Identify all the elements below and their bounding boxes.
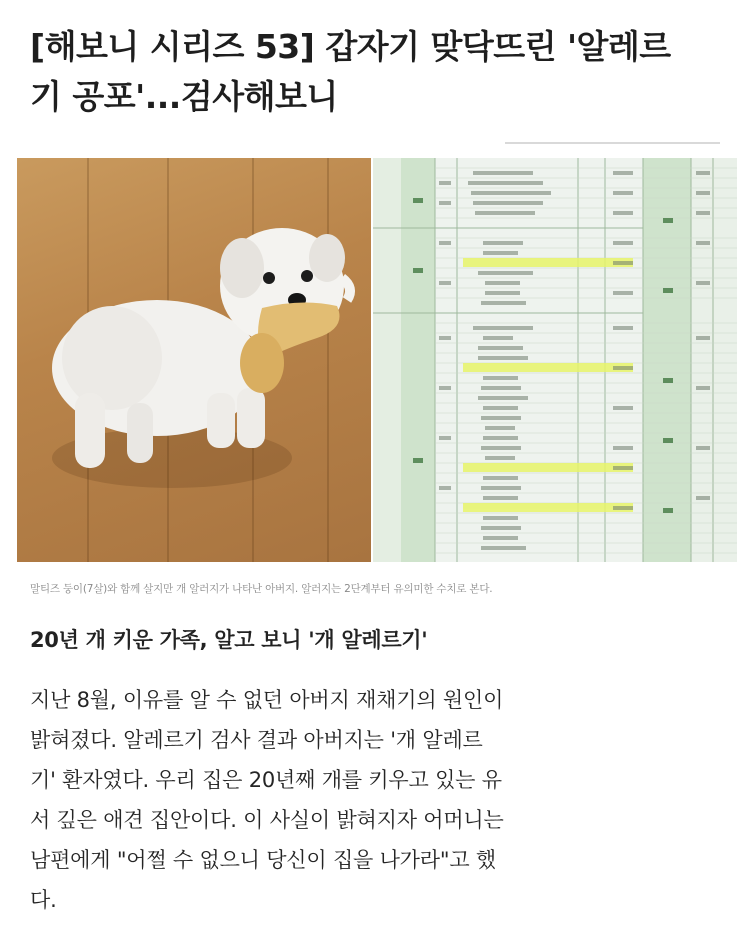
body-line: 서 깊은 애견 집안이다. 이 사실이 밝혀지자 어머니는 xyxy=(30,808,504,832)
image-caption: 말티즈 둥이(7살)와 함께 살지만 개 알러지가 나타난 아버지. 알러지는 2단계부터 유의미한 수치로 본다. xyxy=(30,583,493,595)
headline-divider xyxy=(505,142,720,144)
body-line: 밝혀졌다. 알레르기 검사 결과 아버지는 '개 알레르 xyxy=(30,728,483,752)
body-line: 기' 환자였다. 우리 집은 20년째 개를 키우고 있는 유 xyxy=(30,768,502,792)
allergy-sheet-graphic xyxy=(373,158,737,562)
headline-line-2: 기 공포'...검사해보니 xyxy=(30,77,338,116)
body-line: 남편에게 "어쩔 수 없으니 당신이 집을 나가라"고 했 xyxy=(30,848,496,872)
article-image xyxy=(17,158,737,562)
article-body xyxy=(30,680,730,920)
headline-line-1: [해보니 시리즈 53] 갑자기 맞닥뜨린 '알레르 xyxy=(30,27,671,66)
dog-photo xyxy=(17,158,371,562)
article-subheading: 20년 개 키운 가족, 알고 보니 '개 알레르기' xyxy=(30,628,428,652)
dog-illustration xyxy=(17,158,371,562)
allergy-test-result-sheet xyxy=(373,158,737,562)
article-headline xyxy=(30,22,720,122)
body-line: 다. xyxy=(30,888,57,912)
body-line: 지난 8월, 이유를 알 수 없던 아버지 재채기의 원인이 xyxy=(30,688,504,712)
